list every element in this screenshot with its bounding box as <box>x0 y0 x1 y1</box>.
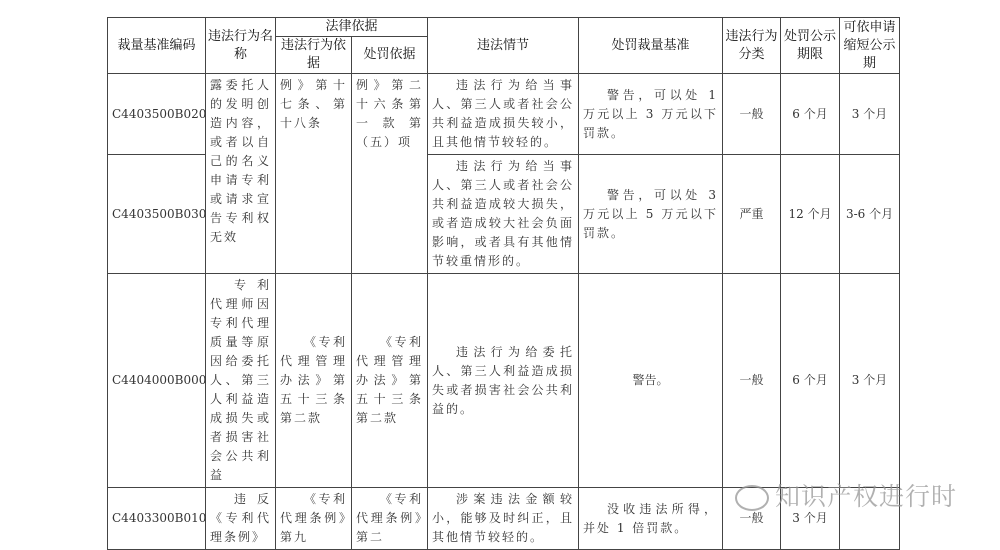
header-act-basis: 违法行为依据 <box>276 37 352 74</box>
circumstances-cell: 违法行为给委托人、第三人利益造成损失或者损害社会公共利益的。 <box>428 274 579 488</box>
code-cell: C4403300B010 <box>108 488 206 550</box>
standard-cell: 警告，可以处 3 万元以上 5 万元以下罚款。 <box>579 155 723 274</box>
name-cell: 专利代理师因专利代理质量等原因给委托人、第三人利益造成损失或者损害社会公共利益 <box>206 274 276 488</box>
period-cell: 6 个月 <box>781 74 840 155</box>
header-circumstances: 违法情节 <box>428 18 579 74</box>
circumstances-cell: 违法行为给当事人、第三人或者社会公共利益造成损失较小，且其他情节较轻的。 <box>428 74 579 155</box>
watermark-text: 知识产权进行时 <box>775 482 958 511</box>
shorten-cell: 3 个月 <box>840 274 900 488</box>
name-cell: 违反《专利代理条例》 <box>206 488 276 550</box>
circumstances-cell: 涉案违法金额较小，能够及时纠正，且其他情节较轻的。 <box>428 488 579 550</box>
code-cell: C4404000B000 <box>108 274 206 488</box>
header-row <box>108 18 900 37</box>
period-cell: 12 个月 <box>781 155 840 274</box>
header-name: 违法行为名称 <box>206 18 276 74</box>
penalty-basis-cell: 《专利代理管理办法》第五十三条第二款 <box>352 274 428 488</box>
category-cell: 一般 <box>723 488 781 550</box>
act-basis-cell: 《专利代理管理办法》第五十三条第二款 <box>276 274 352 488</box>
penalty-discretion-table <box>107 17 900 550</box>
watermark <box>735 477 957 513</box>
circumstances-cell: 违法行为给当事人、第三人或者社会公共利益造成较大损失，或者造成较大社会负面影响，或者具有其他情节较重情形的。 <box>428 155 579 274</box>
category-cell: 一般 <box>723 274 781 488</box>
code-cell: C4403500B020 <box>108 74 206 155</box>
category-cell: 一般 <box>723 74 781 155</box>
penalty-basis-cell: 《专利代理条例》第二 <box>352 488 428 550</box>
wechat-icon <box>735 485 769 511</box>
header-category: 违法行为分类 <box>723 18 781 74</box>
period-cell: 6 个月 <box>781 274 840 488</box>
header-standard: 处罚裁量基准 <box>579 18 723 74</box>
code-cell: C4403500B030 <box>108 155 206 274</box>
shorten-cell: 3-6 个月 <box>840 155 900 274</box>
shorten-cell: 3 个月 <box>840 74 900 155</box>
table-row <box>108 74 900 155</box>
category-cell: 严重 <box>723 155 781 274</box>
header-penalty-basis: 处罚依据 <box>352 37 428 74</box>
penalty-basis-cell: 例》第二十六条第一款第（五）项 <box>352 74 428 274</box>
header-period: 处罚公示期限 <box>781 18 840 74</box>
act-basis-cell: 《专利代理条例》第九 <box>276 488 352 550</box>
act-basis-cell: 例》第十七条、第十八条 <box>276 74 352 274</box>
period-cell: 3 个月 <box>781 488 840 550</box>
header-code: 裁量基准编码 <box>108 18 206 74</box>
standard-cell: 警告。 <box>579 274 723 488</box>
standard-cell: 警告，可以处 1 万元以上 3 万元以下罚款。 <box>579 74 723 155</box>
table-row <box>108 274 900 488</box>
header-legal-basis: 法律依据 <box>276 18 428 37</box>
header-shorten: 可依申请缩短公示期 <box>840 18 900 74</box>
name-cell: 露委托人的发明创造内容，或者以自己的名义申请专利或请求宣告专利权无效 <box>206 74 276 274</box>
standard-cell: 没收违法所得，并处 1 倍罚款。 <box>579 488 723 550</box>
